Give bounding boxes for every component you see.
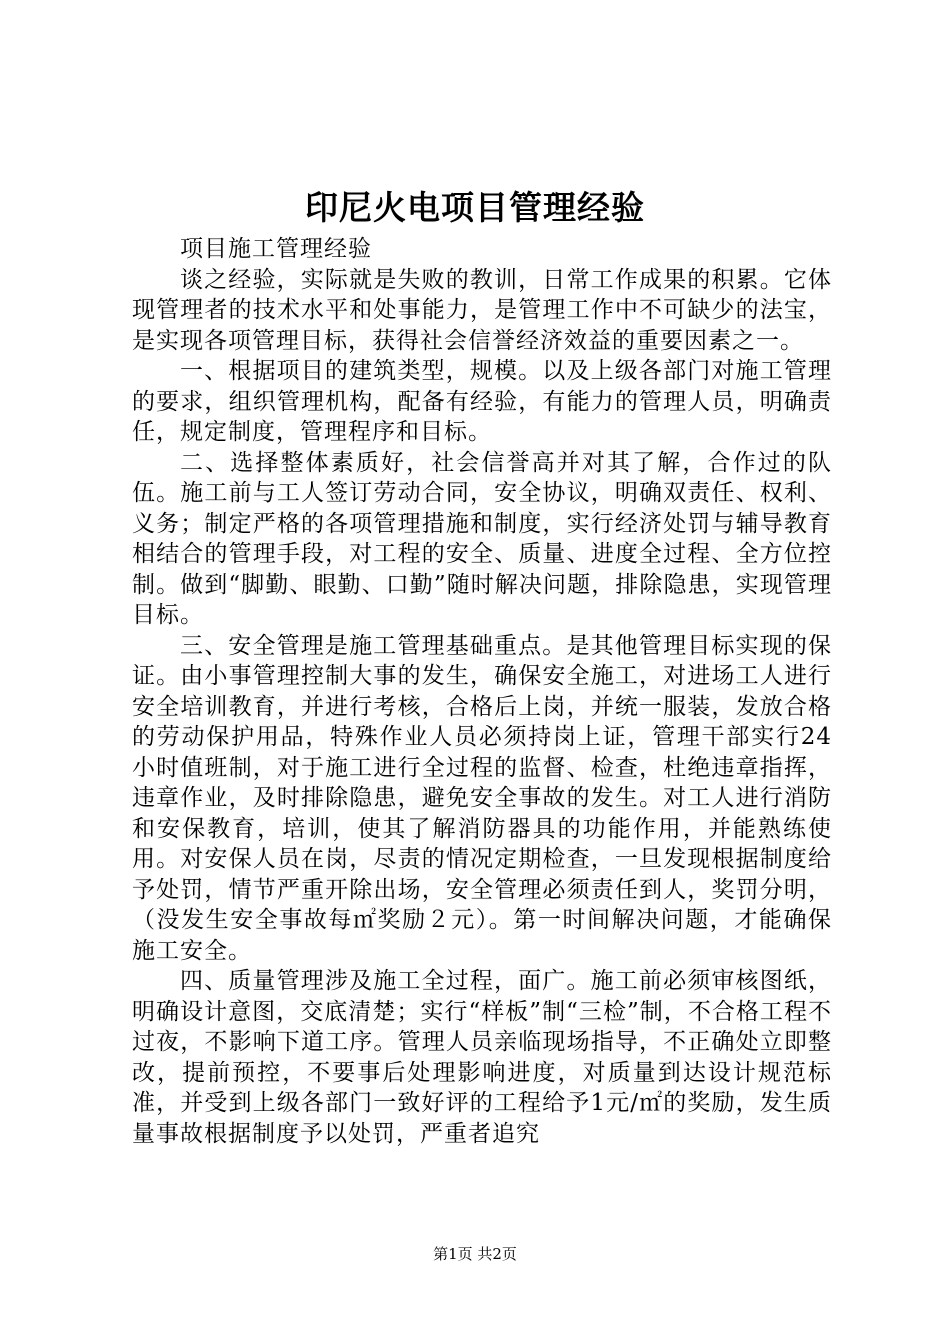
- paragraph-point-one: 一、根据项目的建筑类型，规模。以及上级各部门对施工管理的要求，组织管理机构，配备有经验，有能力的管理人员，明确责任，规定制度，管理程序和目标。: [132, 358, 832, 445]
- paragraph-intro: 谈之经验，实际就是失败的教训，日常工作成果的积累。它体现管理者的技术水平和处事能力，是管理工作中不可缺少的法宝，是实现各项管理目标，获得社会信誉经济效益的重要因素之一。: [132, 266, 832, 354]
- paragraph-point-three: 三、安全管理是施工管理基础重点。是其他管理目标实现的保证。由小事管理控制大事的发生，确保安全施工，对进场工人进行安全培训教育，并进行考核，合格后上岗，并统一服装，发放合格的劳动保护用品，特殊作业人员必须持岗上证，管理干部实行24小时值班制，对于施工进行全过程的监督、检查，杜绝违章指挥，违章作业，及时排除隐患，避免安全事故的发生。对工人进行消防和安保教育，培训，使其了解消防器具的功能作用，并能熟练使用。对安保人员在岗，尽责的情况定期检查，一旦发现根据制度给予处罚，情节严重开除出场，安全管理必须责任到人，奖罚分明，（没发生安全事故每㎡奖励２元）。第一时间解决问题，才能确保施工安全。: [132, 632, 832, 964]
- section-heading: 项目施工管理经验: [180, 236, 372, 262]
- paragraph-point-two: 二、选择整体素质好，社会信誉高并对其了解，合作过的队伍。施工前与工人签订劳动合同，安全协议，明确双责任、权利、义务；制定严格的各项管理措施和制度，实行经济处罚与辅导教育相结合的管理手段，对工程的安全、质量、进度全过程、全方位控制。做到“脚勤、眼勤、口勤”随时解决问题，排除隐患，实现管理目标。: [132, 449, 832, 628]
- document-title: 印尼火电项目管理经验: [305, 188, 645, 227]
- paragraph-point-four: 四、质量管理涉及施工全过程，面广。施工前必须审核图纸，明确设计意图，交底清楚；实行“样板”制“三检”制，不合格工程不过夜，不影响下道工序。管理人员亲临现场指导，不正确处立即整改，提前预控，不要事后处理影响进度，对质量到达设计规范标准，并受到上级各部门一致好评的工程给予1元/㎡的奖励，发生质量事故根据制度予以处罚，严重者追究: [132, 968, 832, 1147]
- document-body: [132, 234, 832, 1149]
- page-footer: 第1页 共2页: [433, 1245, 517, 1263]
